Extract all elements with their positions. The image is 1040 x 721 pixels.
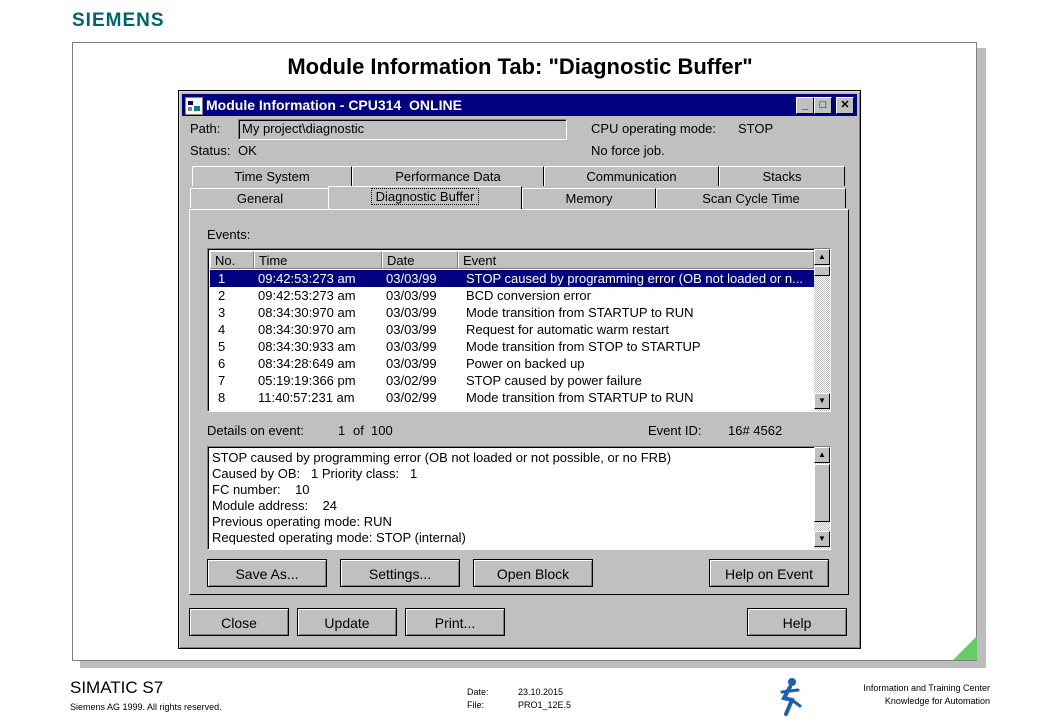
scroll-thumb[interactable] (814, 464, 830, 522)
slide-title: Module Information Tab: "Diagnostic Buffer" (287, 54, 753, 79)
open-block-button[interactable]: Open Block (473, 559, 593, 587)
maximize-button[interactable] (814, 97, 832, 114)
table-row[interactable] (210, 270, 814, 287)
scroll-down-icon[interactable]: ▼ (814, 393, 830, 409)
update-button[interactable]: Update (297, 608, 397, 636)
training-center-logo-icon (772, 676, 806, 716)
tab-stacks[interactable]: Stacks (719, 166, 845, 186)
detail-line: Requested operating mode: STOP (internal) (212, 530, 466, 545)
cpu-mode-label: CPU operating mode: (591, 121, 717, 136)
cell-event: STOP caused by power failure (466, 373, 642, 388)
details-scrollbar[interactable] (814, 447, 830, 549)
events-table[interactable] (207, 248, 831, 412)
close-icon: ✕ (840, 99, 850, 111)
window-title: Module Information - CPU314 ONLINE (206, 97, 462, 113)
detail-line: Caused by OB: 1 Priority class: 1 (212, 466, 418, 481)
detail-line: STOP caused by programming error (OB not loaded or not possible, or no FRB) (212, 450, 672, 465)
path-field[interactable]: My project\diagnostic (238, 119, 567, 140)
window-titlebar[interactable] (182, 94, 857, 116)
print-button[interactable]: Print... (405, 608, 505, 636)
cell-time: 08:34:28:649 am (258, 356, 356, 371)
corner-fold-icon (953, 636, 977, 660)
footer-date-label: Date: (467, 687, 489, 697)
tab-diagnostic-buffer-label: Diagnostic Buffer (371, 188, 480, 205)
event-id-label: Event ID: (648, 423, 702, 438)
cell-date: 03/03/99 (386, 271, 437, 286)
siemens-logo: SIEMENS (72, 10, 165, 31)
cell-no: 6 (218, 356, 226, 371)
cell-time: 08:34:30:970 am (258, 322, 356, 337)
footer-date-value: 23.10.2015 (518, 687, 564, 697)
status-value: OK (238, 143, 257, 158)
help-on-event-button[interactable]: Help on Event (709, 559, 829, 587)
cell-time: 09:42:53:273 am (258, 288, 356, 303)
close-button[interactable]: Close (189, 608, 289, 636)
cell-event: Power on backed up (466, 356, 585, 371)
cell-date: 03/03/99 (386, 288, 437, 303)
cell-date: 03/02/99 (386, 390, 437, 405)
cell-event: Mode transition from STARTUP to RUN (466, 305, 694, 320)
footer-center-line1: Information and Training Center (863, 683, 990, 693)
event-details-box[interactable] (207, 446, 831, 550)
cell-no: 4 (218, 322, 226, 337)
app-icon (185, 97, 203, 115)
cell-event: Mode transition from STOP to STARTUP (466, 339, 701, 354)
column-header-time[interactable]: Time (254, 251, 382, 269)
minimize-icon: _ (801, 99, 809, 111)
cell-date: 03/02/99 (386, 373, 437, 388)
footer-center-line2: Knowledge for Automation (884, 696, 990, 706)
cell-no: 5 (218, 339, 226, 354)
table-row[interactable] (210, 304, 814, 321)
path-label: Path: (190, 121, 221, 136)
minimize-button[interactable] (796, 97, 814, 114)
tab-time-system[interactable]: Time System (192, 166, 352, 186)
maximize-icon: □ (819, 99, 827, 111)
tab-general[interactable]: General (190, 188, 330, 208)
table-row[interactable] (210, 321, 814, 338)
status-label: Status: (190, 143, 231, 158)
cell-time: 09:42:53:273 am (258, 271, 356, 286)
table-row[interactable] (210, 338, 814, 355)
scroll-thumb[interactable] (814, 266, 830, 276)
cell-time: 08:34:30:933 am (258, 339, 356, 354)
cell-time: 08:34:30:970 am (258, 305, 356, 320)
cell-event: BCD conversion error (466, 288, 591, 303)
details-label: Details on event: (207, 423, 304, 438)
table-row[interactable] (210, 372, 814, 389)
cell-event: Request for automatic warm restart (466, 322, 670, 337)
tab-scan-cycle-time[interactable]: Scan Cycle Time (656, 188, 846, 208)
scroll-up-icon[interactable]: ▲ (814, 249, 830, 265)
tab-performance-data[interactable]: Performance Data (352, 166, 544, 186)
detail-line: Module address: 24 (212, 498, 338, 513)
force-job-status: No force job. (591, 143, 665, 158)
table-row[interactable] (210, 287, 814, 304)
tab-memory[interactable]: Memory (522, 188, 656, 208)
details-current: 1 (338, 423, 346, 438)
events-label: Events: (207, 227, 251, 242)
cell-no: 8 (218, 390, 226, 405)
close-window-button[interactable] (836, 97, 854, 114)
save-as-button[interactable]: Save As... (207, 559, 327, 587)
table-row[interactable] (210, 355, 814, 372)
details-of: of (353, 423, 364, 438)
footer-product: SIMATIC S7 (70, 678, 164, 697)
cell-no: 7 (218, 373, 226, 388)
cpu-mode-value: STOP (738, 121, 774, 136)
settings-button[interactable]: Settings... (340, 559, 460, 587)
scroll-up-icon[interactable]: ▲ (814, 447, 830, 463)
footer-copyright: Siemens AG 1999. All rights reserved. (70, 702, 222, 712)
cell-time: 05:19:19:366 pm (258, 373, 356, 388)
events-scrollbar[interactable] (814, 249, 830, 411)
cell-event: STOP caused by programming error (OB not loaded or n... (466, 271, 803, 286)
column-header-date[interactable]: Date (382, 251, 458, 269)
table-row[interactable] (210, 389, 814, 406)
tab-diagnostic-buffer[interactable] (328, 186, 522, 209)
column-header-no[interactable]: No. (210, 251, 254, 269)
cell-no: 1 (218, 271, 226, 286)
cell-date: 03/03/99 (386, 322, 437, 337)
column-header-event[interactable]: Event (458, 251, 814, 269)
tab-communication[interactable]: Communication (544, 166, 719, 186)
detail-line: FC number: 10 (212, 482, 310, 497)
cell-time: 11:40:57:231 am (258, 390, 355, 405)
cell-date: 03/03/99 (386, 356, 437, 371)
cell-no: 2 (218, 288, 226, 303)
cell-date: 03/03/99 (386, 305, 437, 320)
details-total: 100 (371, 423, 393, 438)
help-button[interactable]: Help (747, 608, 847, 636)
event-id-value: 16# 4562 (728, 423, 783, 438)
cell-date: 03/03/99 (386, 339, 437, 354)
cell-event: Mode transition from STARTUP to RUN (466, 390, 694, 405)
footer-file-value: PRO1_12E.5 (518, 700, 572, 710)
detail-line: Previous operating mode: RUN (212, 514, 392, 529)
cell-no: 3 (218, 305, 226, 320)
footer-file-label: File: (467, 700, 485, 710)
scroll-down-icon[interactable]: ▼ (814, 531, 830, 547)
